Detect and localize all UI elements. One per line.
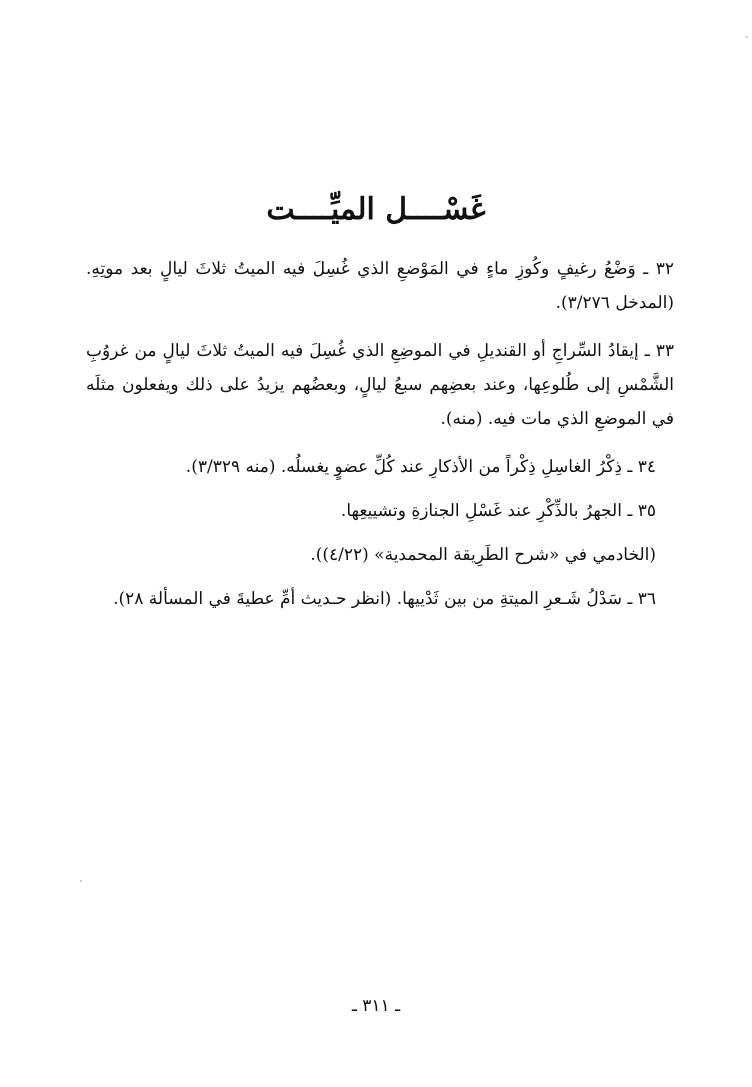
entry-34: ٣٤ ـ ذِكْرُ الغاسِلِ ذِكْراً من الأذكارِ عند كُلِّ عضوٍ يغسلُه. (منه ٣/٣٢٩). (185, 457, 656, 477)
entry-33: ٣٣ ـ إيقادُ السِّراجِ أو القنديلِ في الموضِعِ الذي غُسِلَ فيه الميتُ ثلاثَ ليالٍ من غروُبِ الشَّمْسِ إلى طُلوعِها، وعند بعضِهم سبعُ ليالٍ، وبعضُهم يزيدُ على ذلك ويفعلون مثلَه في الموضعِ الذي مات فيه. (منه). (86, 341, 674, 429)
entry-35-source: (الخادمي في «شرح الطَرِيقة المحمدية» (٤/٢٢)). (310, 545, 656, 565)
scan-speck (746, 36, 748, 38)
scan-speck (80, 880, 82, 882)
page-number: ـ ٣١١ ـ (351, 996, 401, 1016)
entry-36: ٣٦ ـ سَدْلُ شَـعرِ الميتةِ من بين ثَدْييها. (انظر حـديث أمِّ عطيةَ في المسألة ٢٨). (113, 589, 656, 609)
entry-35: ٣٥ ـ الجهرُ بالذِّكْرِ عند غَسْلِ الجنازةِ وتشييعِها. (340, 501, 656, 521)
body-text (86, 252, 674, 630)
entry-32: ٣٢ ـ وَضْعُ رغيفٍ وكُوزِ ماءٍ في المَوْضعِ الذي غُسِلَ فيه الميتُ ثلاثَ ليالٍ بعد موتِهِ. (المدخل ٣/٢٧٦). (86, 259, 674, 313)
chapter-title: غَسْــــل الميِّــــت (266, 192, 486, 227)
